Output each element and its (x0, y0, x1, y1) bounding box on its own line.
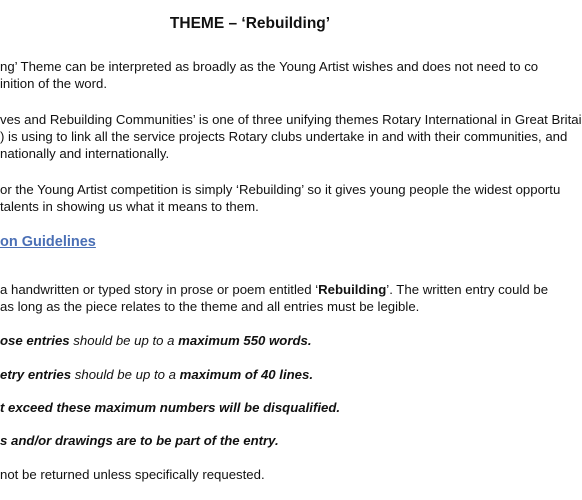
guideline-prose-max: maximum 550 words. (178, 333, 312, 348)
guideline-entry-line-2: as long as the piece relates to the theme and all entries must be legible. (0, 299, 420, 314)
guideline-returned: not be returned unless specifically requested. (0, 467, 265, 482)
guideline-entry-text-before: a handwritten or typed story in prose or poem entitled ‘ (0, 282, 319, 297)
guideline-entry-text-after: ’. The written entry could be (386, 282, 549, 297)
guideline-drawings-text: s and/or drawings are to be part of the entry. (0, 433, 279, 448)
guideline-poetry-bold: etry entries (0, 367, 72, 382)
guideline-entry-line-1 (0, 281, 548, 298)
guideline-entry-title-bold: Rebuilding (318, 282, 387, 297)
intro-p3-line-1: or the Young Artist competition is simply ‘Rebuilding’ so it gives young people the widest opportu (0, 182, 561, 197)
guideline-poetry (0, 366, 313, 383)
guideline-poetry-max: maximum of 40 lines. (179, 367, 314, 382)
guideline-prose-bold: ose entries (0, 333, 70, 348)
guideline-drawings (0, 432, 279, 449)
guideline-prose (0, 332, 312, 349)
intro-p3-line-2: talents in showing us what it means to them. (0, 199, 259, 214)
intro-p1-line-2: inition of the word. (0, 76, 108, 91)
section-heading-guidelines: on Guidelines (0, 234, 96, 250)
intro-p2-line-1: ves and Rebuilding Communities’ is one of three unifying themes Rotary International in Great Britai (0, 112, 582, 127)
guideline-disqualified (0, 399, 340, 416)
guideline-poetry-italic: should be up to a (71, 367, 180, 382)
intro-p2-line-3: nationally and internationally. (0, 146, 170, 161)
intro-p2-line-2: ) is using to link all the service projects Rotary clubs undertake in and with their communities, and (0, 129, 568, 144)
page-title: THEME – ‘Rebuilding’ (169, 15, 331, 32)
intro-p1-line-1: ng’ Theme can be interpreted as broadly as the Young Artist wishes and does not need to co (0, 59, 539, 74)
guideline-disqualified-text: t exceed these maximum numbers will be disqualified. (0, 400, 341, 415)
guideline-prose-italic: should be up to a (69, 333, 179, 348)
